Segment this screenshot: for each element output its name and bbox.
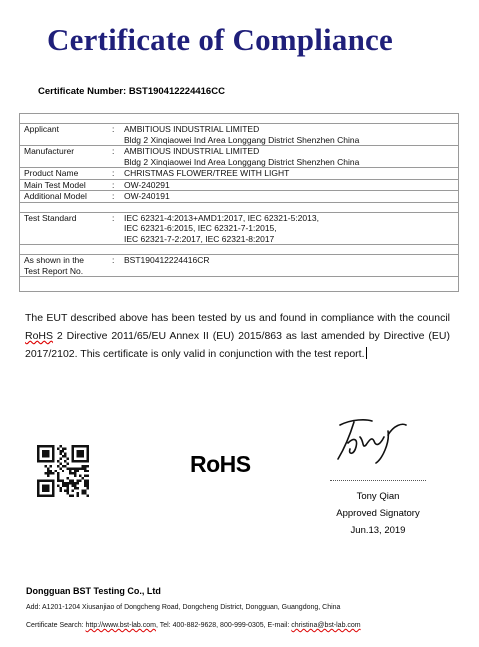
certificate-number xyxy=(38,86,225,97)
certificate-number-label: Certificate Number: xyxy=(38,86,127,97)
row-separator: : xyxy=(110,191,120,203)
certificate-info-table xyxy=(19,113,459,292)
signature-line xyxy=(330,480,426,481)
table-row xyxy=(20,124,459,146)
text-cursor xyxy=(366,347,368,359)
table-row xyxy=(20,146,459,168)
test-standard-line: IEC 62321-7-2:2017, IEC 62321-8:2017 xyxy=(124,233,275,244)
statement-part-2: 2 Directive 2011/65/EU Annex II (EU) 2015/863 as last amended by Directive (EU) 2017/2102. This certificate is only valid in conjunction with the test report. xyxy=(25,330,450,360)
company-name: Dongguan BST Testing Co., Ltd xyxy=(26,586,161,596)
applicant-address: Bldg 2 Xinqiaowei Ind Area Longgang District Shenzhen China xyxy=(124,134,360,145)
row-separator: : xyxy=(110,212,120,245)
email-label: E-mail: xyxy=(267,622,290,629)
compliance-statement[interactable] xyxy=(25,309,450,363)
table-spacer-row xyxy=(20,277,459,292)
statement-part-1: The EUT described above has been tested by us and found in compliance with the council xyxy=(25,312,450,324)
phone-numbers: Tel: 400-882-9628, 800-999-0305, xyxy=(159,622,266,629)
manufacturer-address: Bldg 2 Xinqiaowei Ind Area Longgang District Shenzhen China xyxy=(124,156,360,167)
additional-model-label: Additional Model xyxy=(20,191,111,203)
applicant-label: Applicant xyxy=(20,124,111,146)
report-number-label-line: Test Report No. xyxy=(24,265,84,276)
table-row xyxy=(20,212,459,245)
test-standard-line: IEC 62321-4:2013+AMD1:2017, IEC 62321-5:2013, xyxy=(124,212,319,223)
additional-model-value: OW-240191 xyxy=(120,191,459,203)
report-number-value: BST190412224416CR xyxy=(120,255,459,277)
product-name-label: Product Name xyxy=(20,168,111,180)
certificate-title: Certificate of Compliance xyxy=(47,22,393,57)
report-number-label xyxy=(20,255,111,277)
search-label: Certificate Search: xyxy=(26,622,84,629)
row-separator: : xyxy=(110,168,120,180)
test-standard-line: IEC 62321-6:2015, IEC 62321-7-1:2015, xyxy=(124,223,277,233)
table-spacer-row xyxy=(20,114,459,124)
certificate-number-value: BST190412224416CC xyxy=(128,86,225,97)
table-row xyxy=(20,168,459,180)
row-separator: : xyxy=(110,146,120,168)
qr-code xyxy=(37,445,89,497)
table-row xyxy=(20,255,459,277)
applicant-value xyxy=(120,124,459,146)
issue-date: Jun.13, 2019 xyxy=(350,525,406,536)
main-test-model-value: OW-240291 xyxy=(120,179,459,191)
applicant-name: AMBITIOUS INDUSTRIAL LIMITED xyxy=(124,124,260,134)
manufacturer-name: AMBITIOUS INDUSTRIAL LIMITED xyxy=(124,146,260,156)
email-link[interactable]: christina@bst-lab.com xyxy=(291,622,361,629)
rohs-logo: RoHS xyxy=(190,451,251,477)
table-row xyxy=(20,191,459,203)
test-standard-value xyxy=(120,212,459,245)
test-standard-label: Test Standard xyxy=(20,212,111,245)
company-address: Add: A1201-1204 Xiusanjiao of Dongcheng Road, Dongcheng District, Dongguan, Guangdong, China xyxy=(26,604,341,611)
main-test-model-label: Main Test Model xyxy=(20,179,111,191)
signatory-title: Approved Signatory xyxy=(336,508,420,519)
signatory-name: Tony Qian xyxy=(356,491,400,502)
row-separator: : xyxy=(110,179,120,191)
table-spacer-row xyxy=(20,202,459,212)
website-link[interactable]: http://www.bst-lab.com xyxy=(85,622,156,629)
statement-rohs: RoHS xyxy=(25,330,54,342)
table-row xyxy=(20,179,459,191)
table-spacer-row xyxy=(20,245,459,255)
row-separator: : xyxy=(110,255,120,277)
certificate-search: Certificate Search: http://www.bst-lab.com, Tel: 400-882-9628, 800-999-0305, E-mail: christina@bst-lab.com xyxy=(26,622,361,629)
row-separator: : xyxy=(110,124,120,146)
manufacturer-value xyxy=(120,146,459,168)
signature-image xyxy=(332,415,412,465)
report-number-label-line: As shown in the xyxy=(24,255,85,265)
manufacturer-label: Manufacturer xyxy=(20,146,111,168)
product-name-value: CHRISTMAS FLOWER/TREE WITH LIGHT xyxy=(120,168,459,180)
